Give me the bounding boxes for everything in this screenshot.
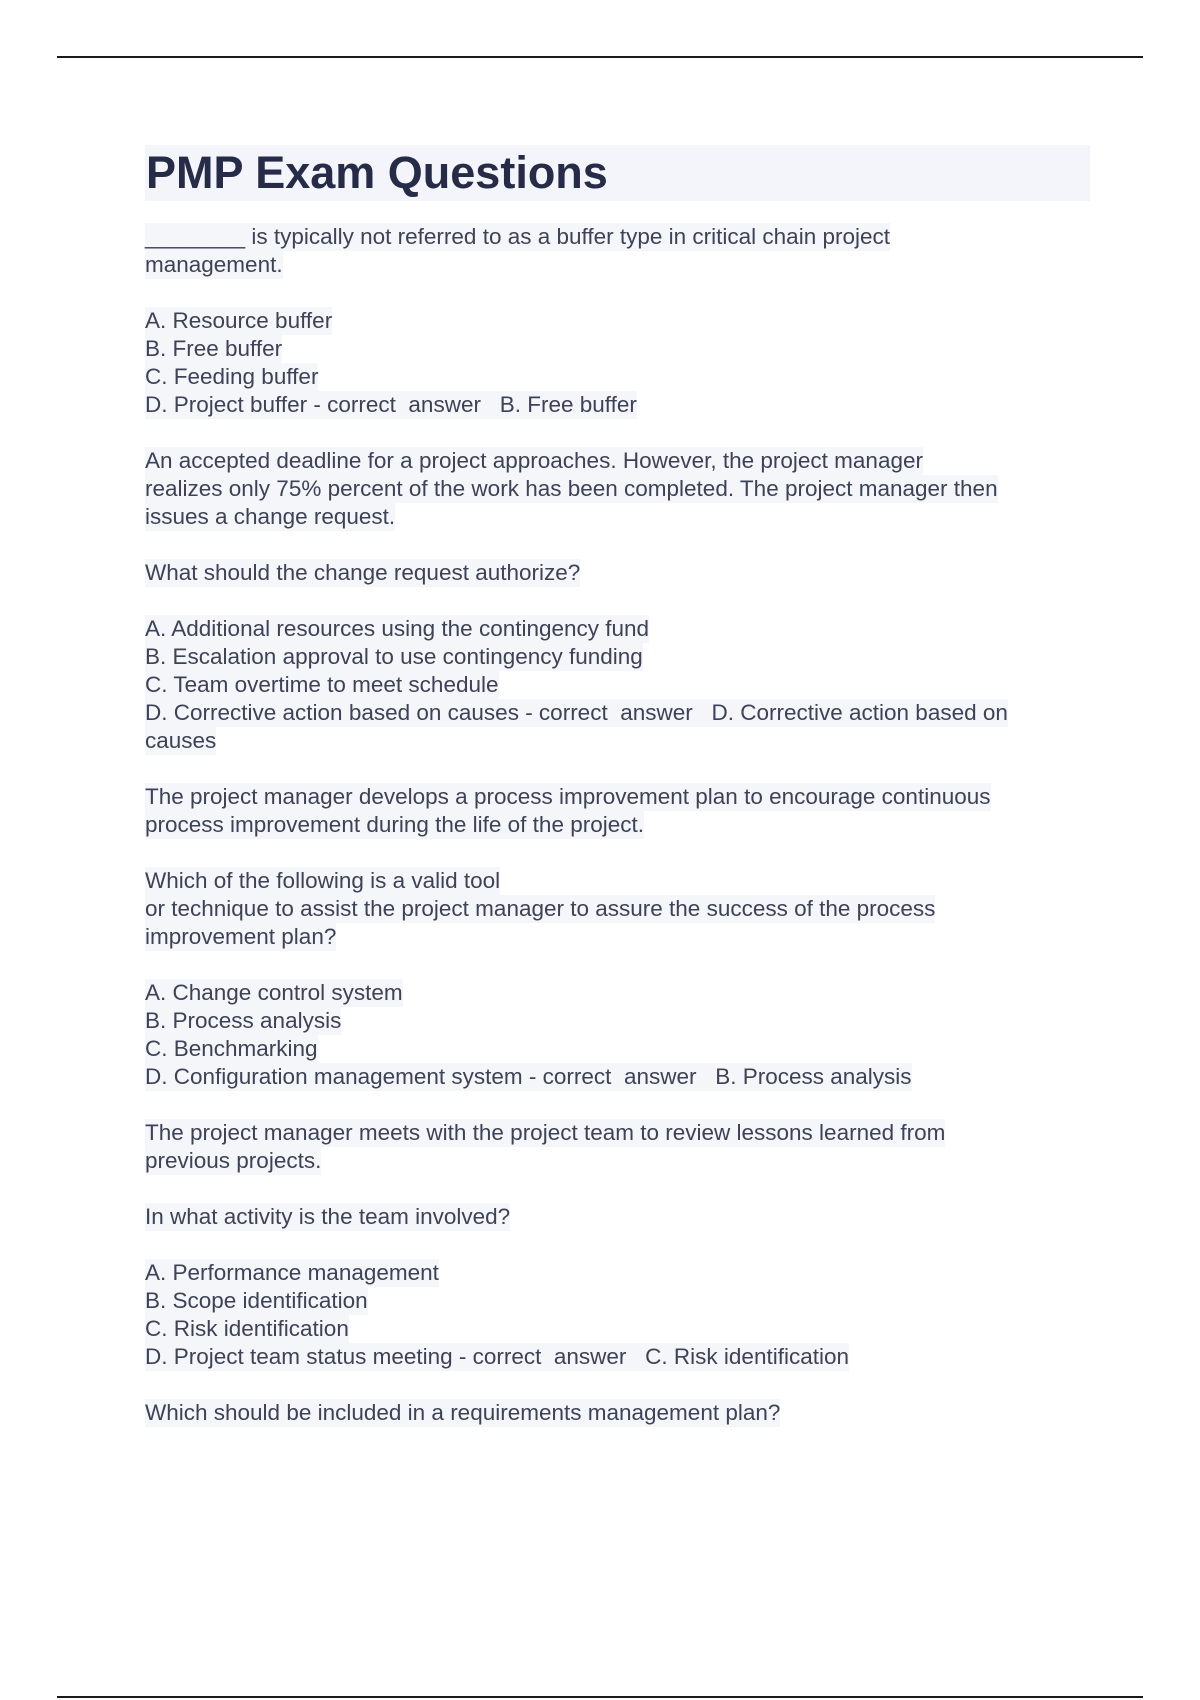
- text-line: issues a change request.: [145, 504, 396, 529]
- option-c: C. Feeding buffer: [145, 364, 319, 389]
- option-b: B. Escalation approval to use contingency funding: [145, 644, 643, 669]
- bottom-rule: [57, 1696, 1143, 1698]
- question-2-stem: [145, 559, 1090, 587]
- option-c: C. Team overtime to meet schedule: [145, 672, 499, 697]
- text-line: previous projects.: [145, 1148, 322, 1173]
- option-b: B. Scope identification: [145, 1288, 368, 1313]
- option-b: B. Free buffer: [145, 336, 283, 361]
- question-3-stem: [145, 867, 1090, 951]
- text-line: The project manager develops a process improvement plan to encourage continuous: [145, 784, 991, 809]
- text-line: Which of the following is a valid tool: [145, 868, 501, 893]
- text-line: The project manager meets with the project team to review lessons learned from: [145, 1120, 946, 1145]
- option-c: C. Benchmarking: [145, 1036, 318, 1061]
- top-rule: [57, 56, 1143, 58]
- question-1-options: [145, 307, 1090, 419]
- option-d-with-answer: D. Configuration management system - correct answer B. Process analysis: [145, 1064, 912, 1089]
- text-line: improvement plan?: [145, 924, 337, 949]
- option-d-with-answer: D. Corrective action based on causes - correct answer D. Corrective action based on: [145, 700, 1008, 725]
- text-line: ________ is typically not referred to as a buffer type in critical chain project: [145, 224, 890, 249]
- page-title: PMP Exam Questions: [145, 145, 1090, 201]
- question-2-options: [145, 615, 1090, 755]
- option-d-with-answer: D. Project team status meeting - correct answer C. Risk identification: [145, 1344, 850, 1369]
- option-a: A. Change control system: [145, 980, 403, 1005]
- text-line: management.: [145, 252, 283, 277]
- question-1-stem: [145, 223, 1090, 279]
- text-line: realizes only 75% percent of the work has been completed. The project manager then: [145, 476, 998, 501]
- question-4-options: [145, 1259, 1090, 1371]
- question-3-options: [145, 979, 1090, 1091]
- text-line: Which should be included in a requirements management plan?: [145, 1400, 781, 1425]
- document-body: [145, 145, 1090, 1455]
- question-5-stem: [145, 1399, 1090, 1427]
- text-line: In what activity is the team involved?: [145, 1204, 511, 1229]
- option-b: B. Process analysis: [145, 1008, 342, 1033]
- option-a: A. Resource buffer: [145, 308, 333, 333]
- option-a: A. Performance management: [145, 1260, 439, 1285]
- text-line: or technique to assist the project manager to assure the success of the process: [145, 896, 936, 921]
- text-line: process improvement during the life of the project.: [145, 812, 644, 837]
- option-d-with-answer: D. Project buffer - correct answer B. Free buffer: [145, 392, 637, 417]
- text-line: What should the change request authorize?: [145, 560, 581, 585]
- text-line: An accepted deadline for a project approaches. However, the project manager: [145, 448, 923, 473]
- question-2-scenario: [145, 447, 1090, 531]
- option-a: A. Additional resources using the contingency fund: [145, 616, 650, 641]
- question-3-scenario: [145, 783, 1090, 839]
- option-c: C. Risk identification: [145, 1316, 349, 1341]
- question-4-scenario: [145, 1119, 1090, 1175]
- question-4-stem: [145, 1203, 1090, 1231]
- option-d-continued: causes: [145, 728, 217, 753]
